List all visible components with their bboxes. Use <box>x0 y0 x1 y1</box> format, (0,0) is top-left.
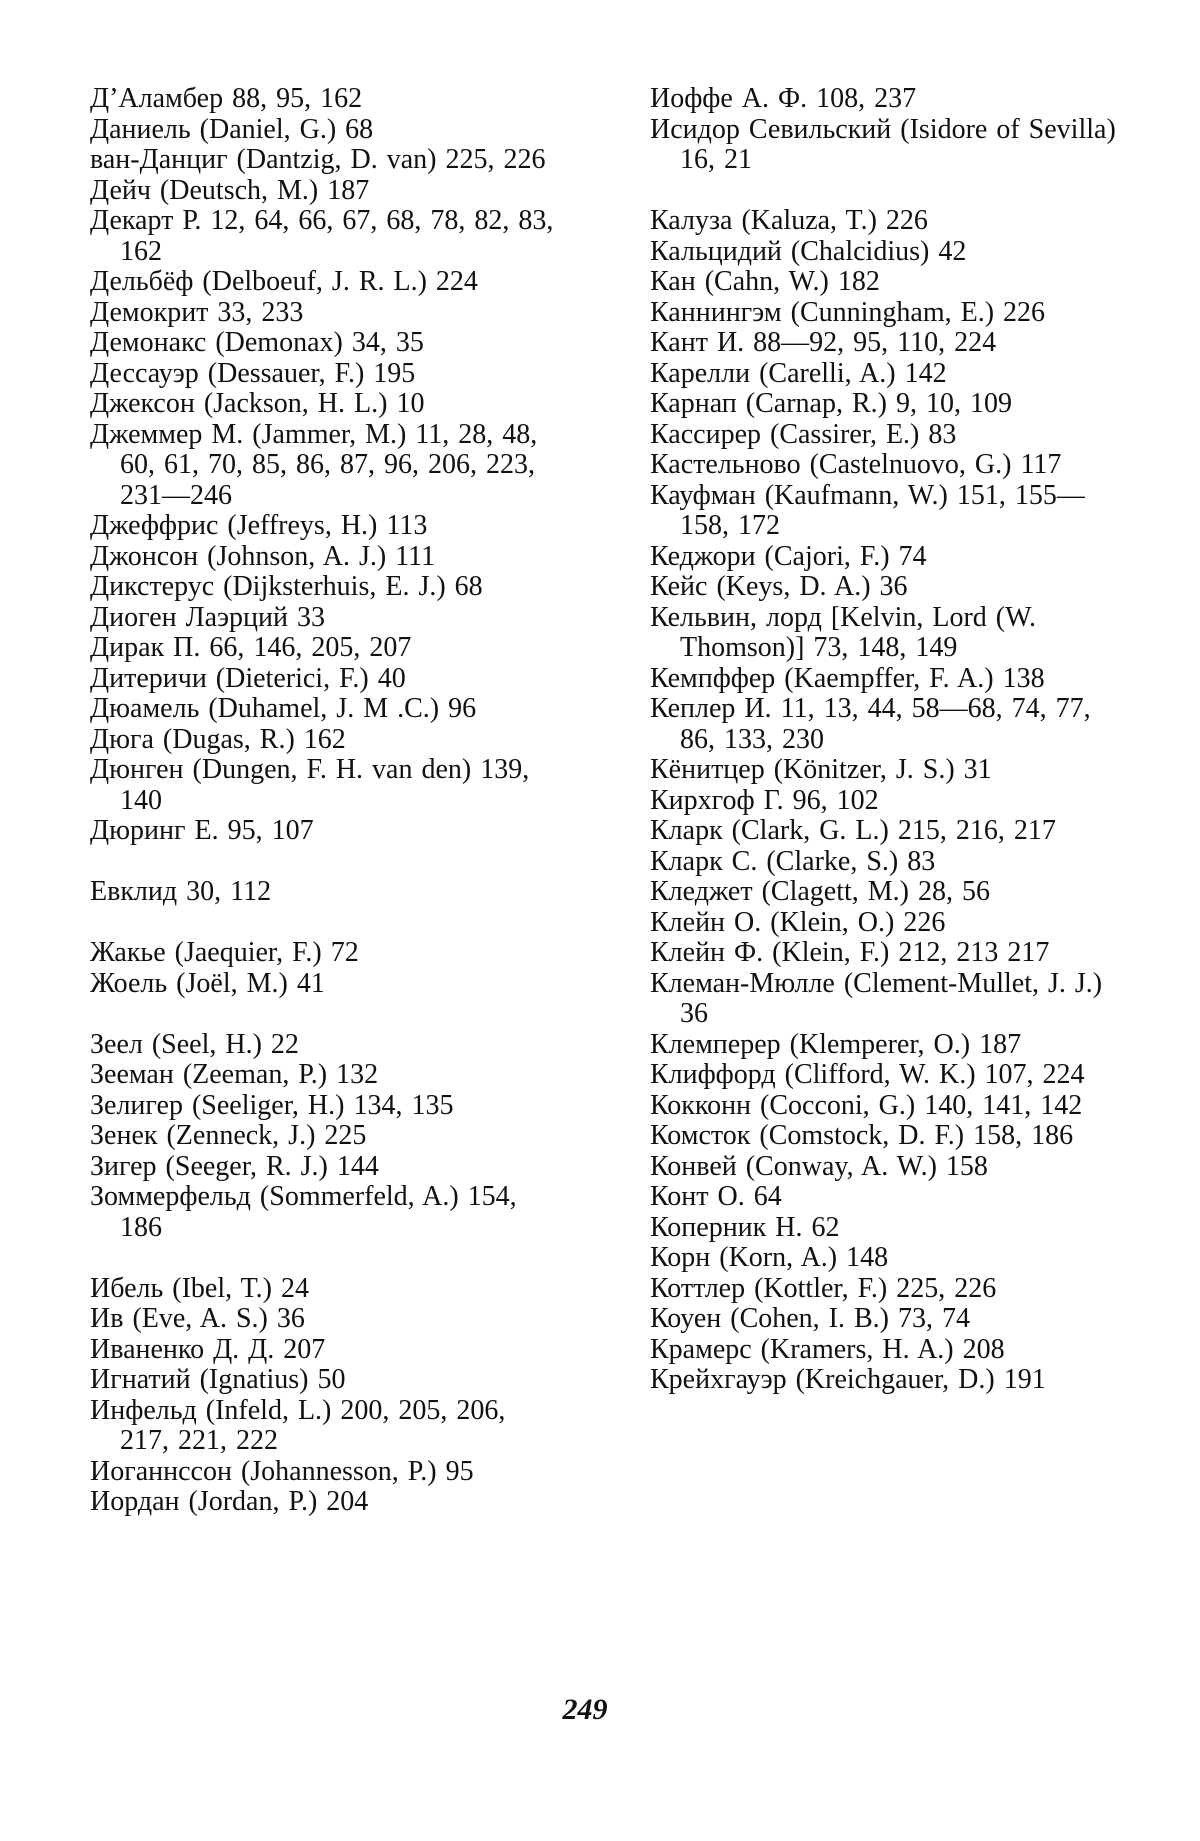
index-entry: Зоммерфельд (Sommerfeld, A.) 154, 186 <box>90 1181 517 1243</box>
index-entry: Кан (Cahn, W.) 182 <box>650 266 880 297</box>
index-entry: Корн (Korn, A.) 148 <box>650 1242 889 1273</box>
index-entry: Кейс (Keys, D. A.) 36 <box>650 571 908 602</box>
index-entry: Кеджори (Cajori, F.) 74 <box>650 540 927 572</box>
index-entry: Крамерс (Kramers, H. A.) 208 <box>650 1333 1005 1365</box>
index-entry: Дирак П. 66, 146, 205, 207 <box>90 632 412 663</box>
index-entry: Дюга (Dugas, R.) 162 <box>90 723 346 755</box>
index-entry: Кеплер И. 11, 13, 44, 58—68, 74, 77, 86, 133, 230 <box>650 693 1091 755</box>
index-entry: Кларк (Clark, G. L.) 215, 216, 217 <box>650 815 1056 846</box>
index-entry: Кирхгоф Г. 96, 102 <box>650 784 879 816</box>
index-entry: Д’Аламбер 88, 95, 162 <box>90 83 363 114</box>
index-entry: Коуен (Cohen, I. B.) 73, 74 <box>650 1303 971 1334</box>
index-entry: Дюамель (Duhamel, J. M .C.) 96 <box>90 693 477 724</box>
index-entry: Карнап (Carnap, R.) 9, 10, 109 <box>650 388 1012 419</box>
index-entry: Кемпффер (Kaempffer, F. A.) 138 <box>650 662 1045 694</box>
index-entry: Кант И. 88—92, 95, 110, 224 <box>650 327 997 358</box>
index-entry: Евклид 30, 112 <box>90 876 272 907</box>
index-entry: Жоель (Joël, M.) 41 <box>90 967 325 999</box>
index-column-left <box>90 84 560 1518</box>
index-entry: Иоганнссон (Johannesson, P.) 95 <box>90 1455 474 1487</box>
index-entry: Клиффорд (Clifford, W. K.) 107, 224 <box>650 1059 1085 1090</box>
index-entry: Дессауэр (Dessauer, F.) 195 <box>90 357 416 389</box>
index-entry: Декарт Р. 12, 64, 66, 67, 68, 78, 82, 83, 162 <box>90 205 554 267</box>
index-entry: Жакье (Jaequier, F.) 72 <box>90 937 359 968</box>
index-entry: Кассирер (Cassirer, E.) 83 <box>650 418 957 450</box>
index-entry: Крейхгауэр (Kreichgauer, D.) 191 <box>650 1364 1046 1395</box>
index-entry: Дейч (Deutsch, M.) 187 <box>90 174 370 206</box>
letter-section-gap <box>90 847 560 878</box>
index-entry: Джонсон (Johnson, A. J.) 111 <box>90 540 436 572</box>
index-entry: Дельбёф (Delboeuf, J. R. L.) 224 <box>90 266 478 297</box>
letter-section-gap <box>650 176 1120 207</box>
index-entry: ван-Данциг (Dantzig, D. van) 225, 226 <box>90 144 546 175</box>
index-entry: Исидор Севильский (Isidore of Sevilla) 16, 21 <box>650 113 1116 175</box>
index-entry: Каннингэм (Cunningham, E.) 226 <box>650 296 1046 328</box>
index-entry: Демокрит 33, 233 <box>90 296 304 328</box>
index-entry: Карелли (Carelli, A.) 142 <box>650 357 947 389</box>
index-entry: Зееман (Zeeman, P.) 132 <box>90 1059 379 1090</box>
index-entry: Ив (Eve, A. S.) 36 <box>90 1303 305 1334</box>
index-entry: Зенек (Zenneck, J.) 225 <box>90 1120 367 1151</box>
index-entry: Кастельново (Castelnuovo, G.) 117 <box>650 449 1062 480</box>
index-entry: Кларк С. (Clarke, S.) 83 <box>650 845 936 877</box>
index-entry: Дикстерус (Dijksterhuis, E. J.) 68 <box>90 571 483 602</box>
index-entry: Калуза (Kaluza, T.) 226 <box>650 205 928 236</box>
letter-section-gap <box>90 908 560 939</box>
index-entry: Инфельд (Infeld, L.) 200, 205, 206, 217, 221, 222 <box>90 1394 506 1456</box>
index-entry: Конт О. 64 <box>650 1181 782 1212</box>
index-entry: Клемперер (Klemperer, O.) 187 <box>650 1028 1022 1060</box>
index-entry: Иоффе А. Ф. 108, 237 <box>650 83 917 114</box>
index-entry: Кальцидий (Chalcidius) 42 <box>650 235 967 267</box>
index-entry: Комсток (Comstock, D. F.) 158, 186 <box>650 1120 1074 1151</box>
index-entry: Клеман-Мюлле (Clement-Mullet, J. J.) 36 <box>650 967 1103 1029</box>
index-entry: Иордан (Jordan, P.) 204 <box>90 1486 369 1517</box>
index-entry: Кокконн (Cocconi, G.) 140, 141, 142 <box>650 1089 1083 1121</box>
index-entry: Конвей (Conway, A. W.) 158 <box>650 1150 988 1182</box>
index-entry: Зигер (Seeger, R. J.) 144 <box>90 1150 379 1182</box>
index-column-right <box>650 84 1120 1396</box>
index-entry: Кледжет (Clagett, M.) 28, 56 <box>650 876 991 907</box>
index-entry: Дюринг Е. 95, 107 <box>90 815 314 846</box>
index-entry: Кауфман (Kaufmann, W.) 151, 155—158, 172 <box>650 479 1085 541</box>
index-entry: Клейн Ф. (Klein, F.) 212, 213 217 <box>650 937 1050 968</box>
index-entry: Зелигер (Seeliger, H.) 134, 135 <box>90 1089 454 1121</box>
index-entry: Джеффрис (Jeffreys, H.) 113 <box>90 510 428 541</box>
index-entry: Ибель (Ibel, T.) 24 <box>90 1272 309 1304</box>
index-entry: Даниель (Daniel, G.) 68 <box>90 113 374 145</box>
index-entry: Джеммер М. (Jammer, M.) 11, 28, 48, 60, 61, 70, 85, 86, 87, 96, 206, 223, 231—246 <box>90 418 538 511</box>
index-entry: Джексон (Jackson, H. L.) 10 <box>90 388 425 419</box>
index-entry: Клейн О. (Klein, O.) 226 <box>650 906 946 938</box>
index-entry: Коттлер (Kottler, F.) 225, 226 <box>650 1272 997 1304</box>
letter-section-gap <box>90 999 560 1030</box>
index-entry: Коперник Н. 62 <box>650 1211 840 1243</box>
index-entry: Иваненко Д. Д. 207 <box>90 1333 326 1365</box>
index-entry: Игнатий (Ignatius) 50 <box>90 1364 346 1395</box>
page-number: 249 <box>562 1693 608 1726</box>
index-entry: Дитеричи (Dieterici, F.) 40 <box>90 662 406 694</box>
letter-section-gap <box>90 1243 560 1274</box>
index-entry: Дюнген (Dungen, F. H. van den) 139, 140 <box>90 754 530 816</box>
index-entry: Демонакс (Demonax) 34, 35 <box>90 327 424 358</box>
index-entry: Диоген Лаэрций 33 <box>90 601 325 633</box>
index-entry: Кельвин, лорд [Kelvin, Lord (W. Thomson)] 73, 148, 149 <box>650 601 1036 663</box>
index-entry: Кёнитцер (Könitzer, J. S.) 31 <box>650 754 992 785</box>
index-entry: Зеел (Seel, H.) 22 <box>90 1028 299 1060</box>
